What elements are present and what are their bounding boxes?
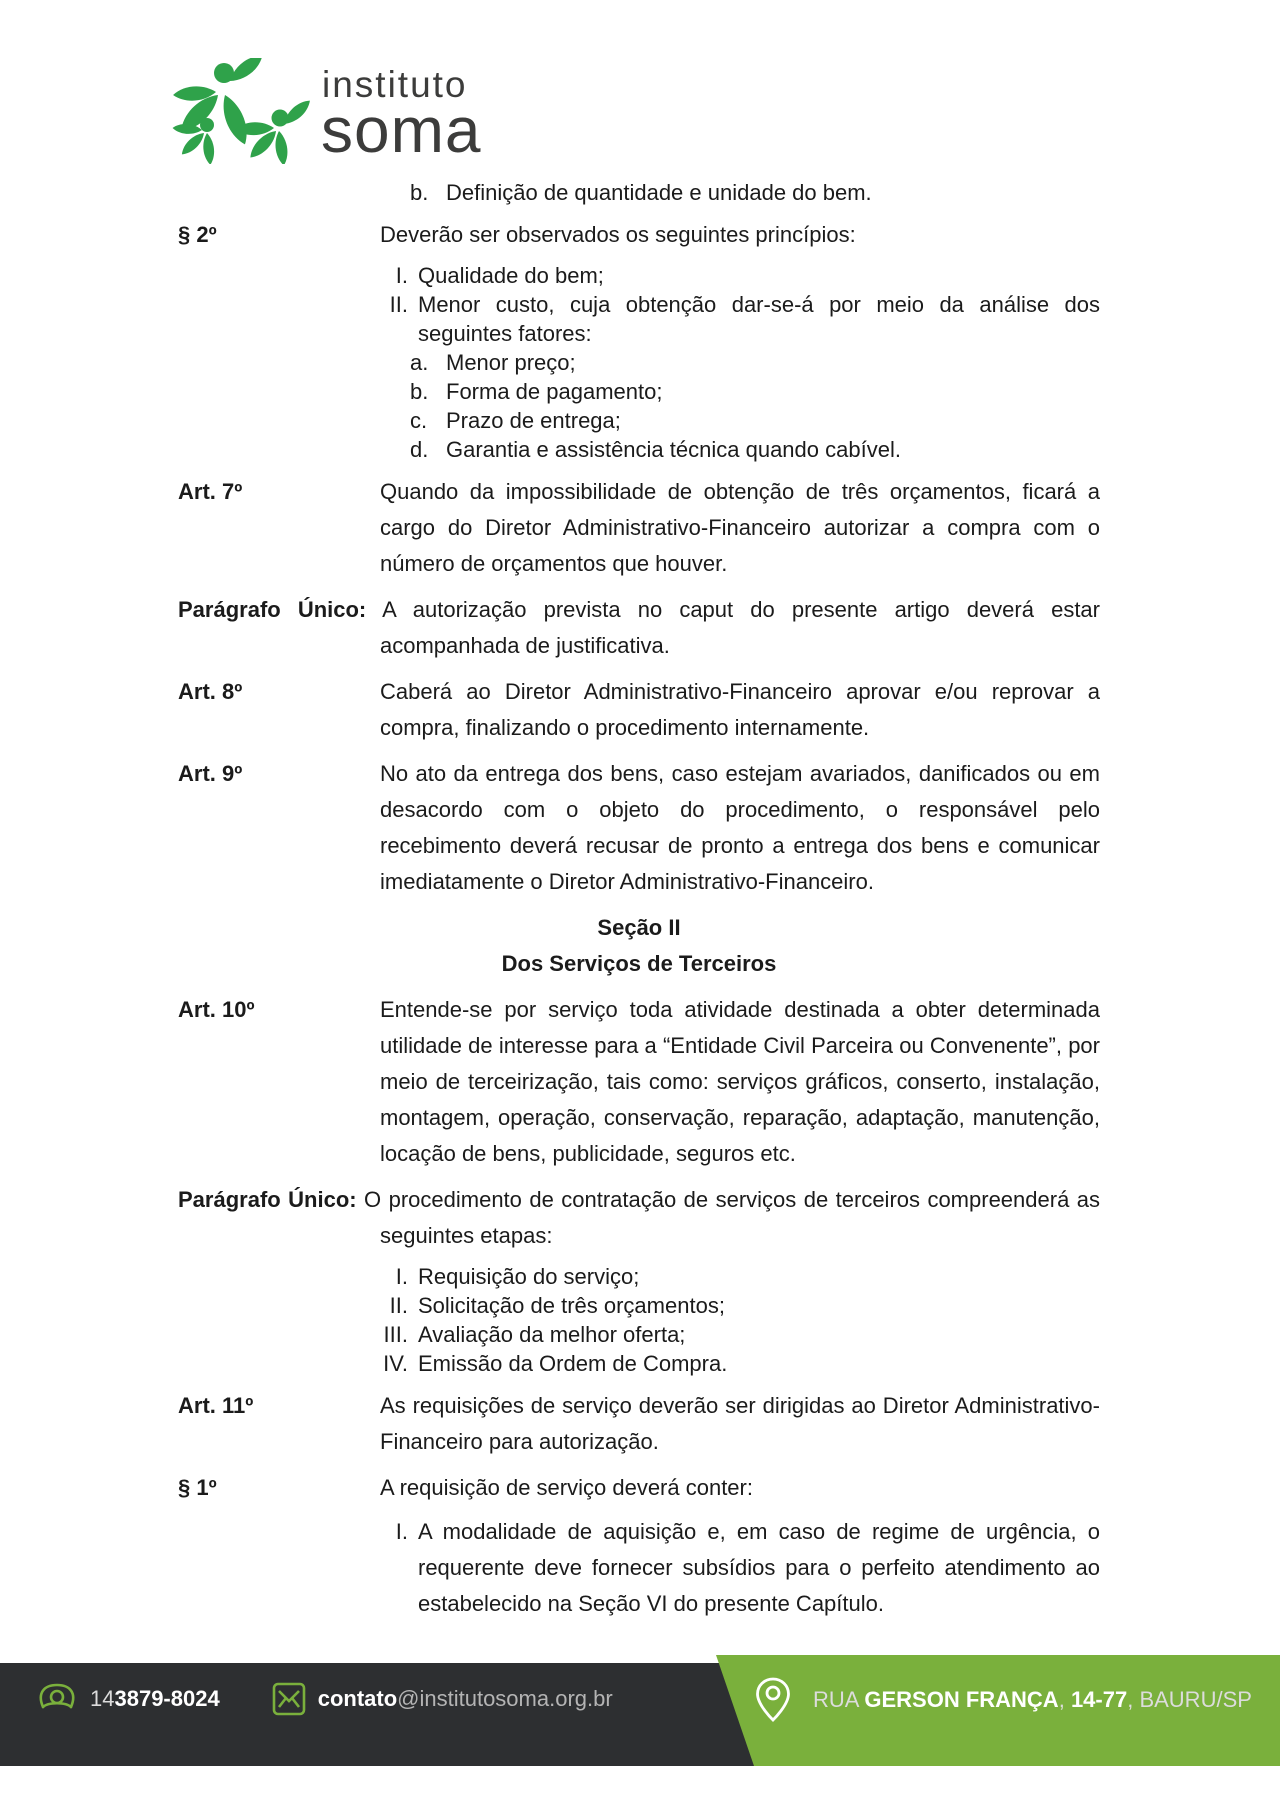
email-group bbox=[272, 1682, 613, 1716]
list-item-text: Menor custo, cuja obtenção dar-se-á por meio da análise dos seguintes fatores: bbox=[418, 292, 1100, 346]
list-item-text: Avaliação da melhor oferta; bbox=[418, 1322, 686, 1347]
list-marker: III. bbox=[383, 1322, 408, 1347]
phone-group bbox=[36, 1681, 220, 1717]
list-marker: a. bbox=[410, 350, 429, 375]
article-row bbox=[178, 992, 1100, 1172]
article-label: Art. 9º bbox=[178, 761, 243, 786]
list-item-text: Qualidade do bem; bbox=[418, 263, 604, 288]
list-marker: IV. bbox=[383, 1351, 408, 1376]
letter-list bbox=[178, 178, 1100, 207]
article-row bbox=[178, 474, 1100, 582]
list-item-text: Forma de pagamento; bbox=[446, 379, 663, 404]
article-text: Deverão ser observados os seguintes princípios: bbox=[380, 222, 856, 247]
list-marker: II. bbox=[389, 1293, 408, 1318]
address-text bbox=[813, 1687, 1252, 1713]
footer-address-row bbox=[755, 1677, 1252, 1723]
list-marker: b. bbox=[410, 379, 429, 404]
logo-word-instituto: instituto bbox=[322, 64, 468, 105]
list-marker: I. bbox=[395, 263, 408, 288]
list-item bbox=[178, 1262, 1100, 1291]
article-text: As requisições de serviço deverão ser dirigidas ao Diretor Administrativo-Financeiro para autorização. bbox=[380, 1393, 1100, 1454]
article-row bbox=[178, 1388, 1100, 1460]
article-row bbox=[178, 674, 1100, 746]
article-label: § 2º bbox=[178, 222, 217, 247]
article-label: § 1º bbox=[178, 1475, 217, 1500]
list-item bbox=[178, 1514, 1100, 1622]
list-marker: d. bbox=[410, 437, 429, 462]
section-heading bbox=[178, 910, 1100, 982]
list-item-text: Garantia e assistência técnica quando cabível. bbox=[446, 437, 901, 462]
list-item bbox=[178, 348, 1100, 377]
article-label: Art. 7º bbox=[178, 479, 243, 504]
list-item-text: Definição de quantidade e unidade do bem. bbox=[446, 180, 872, 205]
email-domain: @institutosoma.org.br bbox=[397, 1686, 613, 1711]
list-item bbox=[178, 435, 1100, 464]
address-city: , BAURU/SP bbox=[1127, 1687, 1252, 1712]
roman-list bbox=[178, 261, 1100, 348]
list-item bbox=[178, 290, 1100, 348]
paragrafo-unico-label: Parágrafo Único: bbox=[178, 1187, 357, 1212]
section-heading-line1: Seção II bbox=[597, 915, 681, 940]
section-heading-line2: Dos Serviços de Terceiros bbox=[501, 951, 777, 976]
list-item-text: Menor preço; bbox=[446, 350, 576, 375]
article-row bbox=[178, 217, 1100, 253]
list-item-text: Emissão da Ordem de Compra. bbox=[418, 1351, 728, 1376]
list-item bbox=[178, 178, 1100, 207]
email-user: contato bbox=[317, 1686, 398, 1711]
list-marker: II. bbox=[389, 292, 408, 317]
article-text: Quando da impossibilidade de obtenção de três orçamentos, ficará a cargo do Diretor Administrativo-Financeiro autorizar a compra com o número de orçamentos que houver. bbox=[380, 479, 1100, 576]
article-label: Art. 11º bbox=[178, 1393, 254, 1418]
page-footer bbox=[0, 1655, 1280, 1766]
list-marker: c. bbox=[410, 408, 428, 433]
list-marker: I. bbox=[395, 1264, 408, 1289]
article-text: Entende-se por serviço toda atividade destinada a obter determinada utilidade de interesse para a “Entidade Civil Parceira ou Convenente”, por meio de terceirização, tais como: serviços gráficos, conserto, instalação, montagem, operação, conservação, reparação, adaptação, manutenção, locação de bens, publicidade, seguros etc. bbox=[380, 997, 1100, 1166]
paragrafo-unico-text: A autorização prevista no caput do presente artigo deverá estar acompanhada de justificativa. bbox=[380, 597, 1100, 658]
article-label: Art. 8º bbox=[178, 679, 243, 704]
address-number: 14-77 bbox=[1070, 1687, 1128, 1712]
list-item bbox=[178, 261, 1100, 290]
paragrafo-unico bbox=[178, 1182, 1100, 1254]
address-sep: , bbox=[1058, 1687, 1071, 1712]
article-text: Caberá ao Diretor Administrativo-Financeiro aprovar e/ou reprovar a compra, finalizando o procedimento internamente. bbox=[380, 679, 1100, 740]
letter-list bbox=[178, 348, 1100, 464]
address-street: GERSON FRANÇA bbox=[864, 1687, 1059, 1712]
article-row bbox=[178, 756, 1100, 900]
list-marker: b. bbox=[410, 180, 429, 205]
phone-prefix: 14 bbox=[90, 1686, 115, 1711]
list-item-text: Prazo de entrega; bbox=[446, 408, 621, 433]
paragrafo-unico-label: Parágrafo Único: bbox=[178, 597, 367, 622]
list-item bbox=[178, 1291, 1100, 1320]
list-marker: I. bbox=[395, 1519, 408, 1544]
phone-icon bbox=[36, 1681, 78, 1717]
location-pin-icon bbox=[755, 1677, 791, 1723]
list-item bbox=[178, 1349, 1100, 1378]
footer-contact-row bbox=[36, 1681, 613, 1717]
envelope-icon bbox=[272, 1682, 306, 1716]
paragrafo-unico bbox=[178, 592, 1100, 664]
roman-list bbox=[178, 1262, 1100, 1378]
list-item bbox=[178, 377, 1100, 406]
article-label: Art. 10º bbox=[178, 997, 255, 1022]
list-item-text: A modalidade de aquisição e, em caso de regime de urgência, o requerente deve fornecer subsídios para o perfeito atendimento ao estabelecido na Seção VI do presente Capítulo. bbox=[418, 1519, 1100, 1616]
roman-list bbox=[178, 1514, 1100, 1622]
list-item bbox=[178, 1320, 1100, 1349]
list-item bbox=[178, 406, 1100, 435]
address-part1: RUA bbox=[813, 1687, 865, 1712]
article-row bbox=[178, 1470, 1100, 1506]
list-item-text: Requisição do serviço; bbox=[418, 1264, 640, 1289]
document-content bbox=[178, 0, 1100, 1622]
paragrafo-unico-text: O procedimento de contratação de serviços de terceiros compreenderá as seguintes etapas: bbox=[364, 1187, 1100, 1248]
article-text: No ato da entrega dos bens, caso estejam avariados, danificados ou em desacordo com o objeto do procedimento, o responsável pelo recebimento deverá recusar de pronto a entrega dos bens e comunicar imediatamente o Diretor Administrativo-Financeiro. bbox=[380, 761, 1100, 894]
article-text: A requisição de serviço deverá conter: bbox=[380, 1475, 753, 1500]
phone-number: 3879-8024 bbox=[114, 1686, 220, 1711]
logo-word-soma: soma bbox=[321, 94, 482, 166]
list-item-text: Solicitação de três orçamentos; bbox=[418, 1293, 725, 1318]
